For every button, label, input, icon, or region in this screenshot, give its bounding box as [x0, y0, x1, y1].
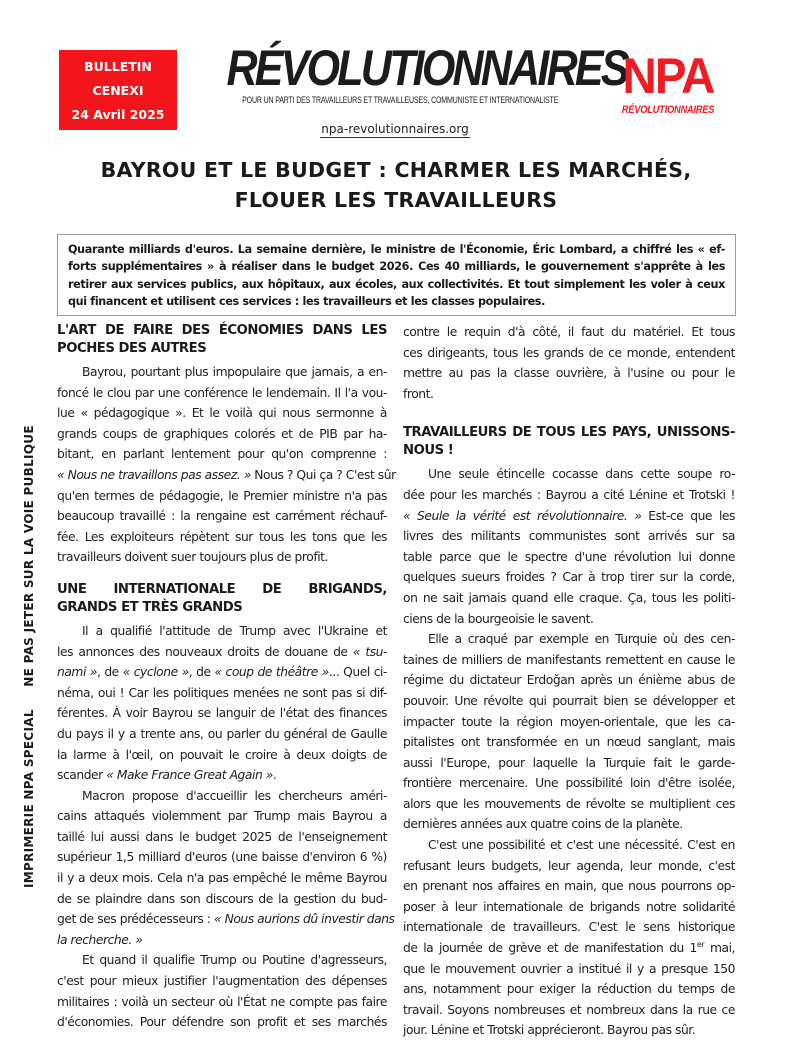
text-line: pitalistes ont transformée en un nœud sanglant, mais — [403, 735, 735, 750]
text-line: Elle a craqué par exemple en Turquie où des cen- — [428, 632, 735, 647]
text-line: ciens de la bourgeoisie le savent. — [403, 611, 594, 626]
italic-quote: « tsu- — [352, 644, 387, 659]
paragraph — [403, 629, 735, 835]
text-line: dée pour les marchés : Bayrou a cité Lénine et Trotski ! — [403, 487, 735, 502]
summary-box — [57, 234, 736, 316]
section-heading — [403, 424, 735, 460]
text-line: travail. Soyons nombreuses et nombreux dans la rue ce — [403, 1002, 735, 1017]
text-line: refusant leurs budgets, leur agenda, leur monde, c'est — [403, 858, 735, 873]
text-line: taines de milliers de manifestants remettent en cause le — [403, 652, 735, 667]
heading-line: NOUS ! — [403, 443, 454, 459]
text-fragment: de la journée de grève et de manifestation du 1 — [403, 941, 697, 956]
litter-notice: NE PAS JETER SUR LA VOIE PUBLIQUE — [22, 425, 36, 687]
text-line: d'économies. Pour défendre son profit et ses marchés — [57, 1015, 387, 1030]
article-column-left — [57, 322, 396, 1033]
paragraph — [57, 950, 387, 1032]
text-line — [403, 506, 735, 527]
text-fragment: Est-ce que les — [641, 508, 735, 523]
text-line: Il a qualifié l'attitude de Trump avec l'Ukraine et — [82, 623, 387, 638]
italic-quote: « Seule la vérité est révolutionnaire. » — [403, 508, 642, 523]
paragraph — [57, 786, 395, 951]
text-line: que le mouvement ouvrier a institué il y a presque 150 — [403, 961, 735, 976]
text-fragment: , de — [96, 665, 123, 680]
text-line: Et quand il qualifie Trump ou Poutine d'agresseurs, — [82, 953, 387, 968]
text-line: du pays il y a trente ans, ou parler du général de Gaulle — [57, 726, 387, 741]
heading-line: UNE INTERNATIONALE DE BRIGANDS, — [57, 581, 387, 597]
side-vertical-text — [22, 318, 42, 888]
text-line: militaires : voilà un secteur où l'État ne compte pas faire — [57, 994, 387, 1009]
text-line: impacter toute la région moyen-orientale, que les ca- — [403, 714, 735, 729]
text-line: bitant, en parlant lentement pour qu'on comprenne : — [57, 447, 387, 462]
summary-line: retirer aux services publics, aux hôpitaux, aux écoles, aux collectivités. Et tout simplement les voler à ceux — [68, 277, 725, 291]
italic-quote: nami » — [57, 665, 97, 680]
text-line: il y a deux mois. Cela n'a pas empêché le même Bayrou — [57, 871, 387, 886]
text-line: dernières années aux quatre coins de la planète. — [403, 817, 683, 832]
headline-line-2: FLOUER LES TRAVAILLEURS — [234, 188, 558, 212]
text-line: la larme à l'œil, on pouvait le croire à deux doigts de — [57, 747, 387, 762]
text-line: régime du dictateur Erdoğan après un énième abus de — [403, 673, 735, 688]
npa-logo — [608, 48, 728, 116]
text-line: Une seule étincelle cocasse dans cette soupe ro- — [428, 467, 735, 482]
summary-line: Quarante milliards d'euros. La semaine dernière, le ministre de l'Économie, Éric Lombard, a chiffré les « ef- — [68, 243, 725, 256]
text-line: quelques sueurs froides ? Car à trop tirer sur la corde, — [403, 570, 735, 585]
text-line: mettre au pas la classe ouvrière, à l'usine ou pour le — [403, 366, 735, 381]
paragraph — [403, 464, 735, 629]
heading-line: TRAVAILLEURS DE TOUS LES PAYS, UNISSONS- — [403, 425, 735, 441]
text-line: fée. Les exploiteurs répètent sur tous les tons que les — [57, 529, 387, 544]
text-line: supérieur 1,5 milliard d'euros (une baisse d'environ 6 %) — [57, 850, 387, 865]
text-line: travailleurs doivent suer toujours plus de profit. — [57, 550, 328, 565]
text-line: beaucoup travaillé : la rengaine est carrément réchauf- — [57, 509, 387, 524]
heading-line: POCHES DES AUTRES — [57, 341, 207, 356]
italic-quote: la recherche. » — [57, 932, 143, 947]
text-line: contre le requin d'à côté, il faut du matériel. Et tous — [403, 325, 735, 339]
text-fragment: . — [272, 768, 277, 783]
section-heading — [57, 581, 387, 617]
text-line: néma, oui ! Car les politiques menées ne sont pas si dif- — [57, 685, 387, 700]
text-line: C'est une possibilité et c'est une nécessité. C'est en — [428, 838, 735, 853]
section-heading — [57, 322, 387, 358]
text-line: taillé lui aussi dans le budget 2025 de l'enseignement — [57, 829, 387, 844]
heading-line: GRANDS ET TRÈS GRANDS — [57, 599, 243, 615]
text-fragment: Nous ? Qui ça ? C'est sûr — [250, 467, 396, 482]
text-line: frontière mercenaire. Une possibilité loin d'être isolée, — [403, 776, 735, 791]
text-line: Bayrou, pourtant plus impopulaire que jamais, a en- — [82, 365, 387, 379]
text-line — [57, 765, 387, 786]
text-line: ces dirigeants, tous les grands de ce monde, entendent — [403, 345, 735, 360]
text-line: jour. Lénine et Trotski apprécieront. Bayrou pas sûr. — [403, 1023, 696, 1038]
masthead — [199, 40, 627, 105]
text-fragment: scander — [57, 768, 107, 783]
text-line: qu'en termes de pédagogie, le Premier ministre n'a pas — [57, 488, 387, 503]
text-line: internationale de travailleurs. C'est le sens historique — [403, 920, 735, 935]
paragraph-continued — [403, 322, 735, 404]
text-line: en prenant nos affaires en main, que nous pourrons op- — [403, 879, 735, 894]
superscript: er — [696, 939, 705, 949]
bulletin-label: BULLETIN — [84, 58, 152, 74]
headline-line-1: BAYROU ET LE BUDGET : CHARMER LES MARCHÉS, — [100, 158, 692, 182]
text-line: on ne sait jamais quand elle craque. Ça, tous les politi- — [403, 590, 735, 605]
text-line: aussi l'Europe, pour laquelle la Turquie fait le garde- — [403, 755, 735, 770]
text-fragment: mai, — [704, 941, 736, 956]
text-fragment: les annonces des nouveaux droits de douane de — [57, 644, 353, 659]
npa-logo-text: NPA — [622, 48, 714, 104]
text-line — [57, 642, 387, 663]
masthead-subtitle: POUR UN PARTI DES TRAVAILLEURS ET TRAVAILLEUSES, COMMUNISTE ET INTERNATIONALISTE — [242, 95, 559, 105]
italic-quote: « Make France Great Again » — [106, 768, 273, 783]
page-headline — [60, 155, 732, 215]
text-line: pouvoir. Une révolte qui pourrait bien se développer et — [403, 693, 735, 708]
text-line — [57, 909, 395, 930]
text-line: grands coups de graphiques colorés et de PIB par ha- — [57, 426, 387, 441]
text-line — [403, 938, 735, 959]
npa-logo-subtext: RÉVOLUTIONNAIRES — [621, 104, 715, 116]
text-line: Macron propose d'accueillir les chercheurs améri- — [82, 788, 387, 803]
text-line — [57, 662, 387, 683]
text-fragment: , de — [188, 665, 215, 680]
text-fragment: get de ses prédécesseurs : — [57, 912, 214, 927]
italic-quote: « Nous ne travaillons pas assez. » — [57, 467, 251, 482]
masthead-title: RÉVOLUTIONNAIRES — [226, 40, 627, 96]
bulletin-company: CENEXI — [92, 82, 144, 98]
text-line — [57, 930, 387, 951]
printer-notice: IMPRIMERIE NPA SPECIAL — [22, 709, 36, 888]
article-column-right — [403, 322, 735, 1041]
text-line: ans, notamment pour exiger la réduction du temps de — [403, 982, 735, 997]
text-line: table parce que le spectre d'une révolution lui donne — [403, 549, 735, 564]
text-line: livres des militants communistes sont arrivés sur sa — [403, 529, 735, 544]
summary-line: forts supplémentaires » à réaliser dans le budget 2026. Ces 40 milliards, le gouvernement s'apprête à les — [68, 260, 725, 274]
text-line: férentes. À voir Bayrou se languir de l'état des finances — [57, 706, 387, 721]
text-line: c'est pour mieux justifier l'augmentation des dépenses — [57, 974, 387, 989]
website-link[interactable]: npa-revolutionnaires.org — [321, 122, 469, 136]
text-line: foncé le clou par une conférence le lendemain. Il l'a vou- — [57, 385, 387, 400]
italic-quote: « cyclone » — [122, 665, 189, 680]
paragraph — [57, 621, 387, 786]
italic-quote: « coup de théâtre » — [214, 665, 329, 680]
text-line — [57, 465, 396, 486]
italic-quote: « Nous aurions dû investir dans — [213, 912, 395, 927]
text-line: de se plaindre dans son discours de la gestion du bud- — [57, 891, 387, 906]
text-line: alors que les mouvements de révolte se multiplient ces — [403, 796, 735, 811]
paragraph — [403, 835, 735, 1041]
text-line: front. — [403, 386, 434, 401]
paragraph — [57, 362, 396, 568]
heading-line: L'ART DE FAIRE DES ÉCONOMIES DANS LES — [57, 323, 387, 338]
bulletin-badge — [59, 50, 177, 130]
text-line: poser à leur internationale de brigands notre solidarité — [403, 899, 735, 914]
bulletin-date: 24 Avril 2025 — [71, 106, 165, 122]
text-line: cains attaqués violemment par Trump mais Bayrou a — [57, 809, 387, 824]
text-fragment: ... Quel ci- — [328, 665, 387, 680]
text-line: lue « pédagogique ». Et le voilà qui nous sermonne à — [57, 406, 387, 421]
summary-line: qui financent et utilisent ces services : les travailleurs et les classes populaires. — [68, 295, 546, 309]
